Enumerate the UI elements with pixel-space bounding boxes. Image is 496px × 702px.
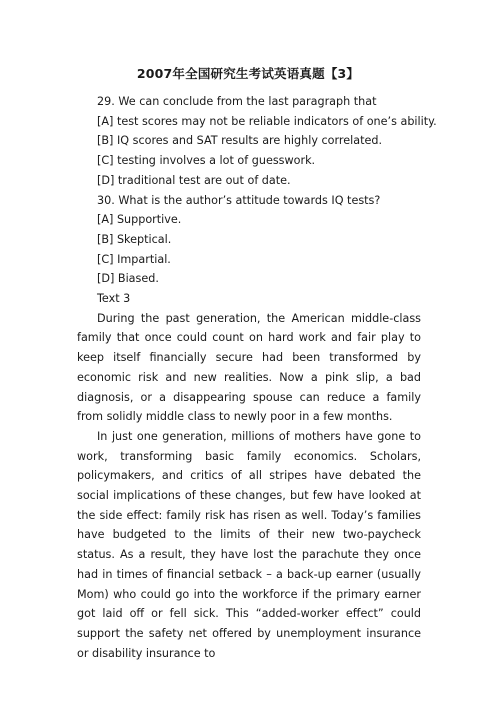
question-29-stem: 29. We can conclude from the last paragraph that xyxy=(97,95,377,108)
question-29-option-c: [C] testing involves a lot of guesswork. xyxy=(97,154,316,168)
question-29-option-a: [A] test scores may not be reliable indicators of one’s ability. xyxy=(97,114,437,128)
question-29-option-b: [B] IQ scores and SAT results are highly correlated. xyxy=(97,134,383,148)
question-30-option-b: [B] Skeptical. xyxy=(97,232,172,246)
section-heading-text-3: Text 3 xyxy=(97,292,131,306)
question-30-option-c: [C] Impartial. xyxy=(97,252,171,266)
question-30-stem: 30. What is the author’s attitude towards IQ tests? xyxy=(97,193,381,207)
passage-paragraph-2: In just one generation, millions of mothers have gone to work, transforming basic family economics. Scholars, policymakers, and critics of all stripes have debated the social implications of these changes, but few have looked at the side effect: family risk has risen as well. Today’s families have budgeted to the limits of their new two-paycheck status. As a result, they have lost the parachute they once had in times of financial setback – a back-up earner (usually Mom) who could go into the workforce if the primary earner got laid off or fell sick. This “added-worker effect” could support the safety net offered by unemployment insurance or disability insurance to xyxy=(77,429,421,660)
question-30-option-d: [D] Biased. xyxy=(97,272,159,286)
passage-paragraph-1: During the past generation, the American middle-class family that once could count on hard work and fair play to keep itself financially secure had been transformed by economic risk and new realities. Now a pink slip, a bad diagnosis, or a disappearing spouse can reduce a family from solidly middle class to newly poor in a few months. xyxy=(77,311,421,424)
document-title: 2007年全国研究生考试英语真题【3】 xyxy=(136,66,360,81)
question-30-option-a: [A] Supportive. xyxy=(97,213,182,227)
question-29-option-d: [D] traditional test are out of date. xyxy=(97,173,291,187)
document-body xyxy=(77,92,437,663)
